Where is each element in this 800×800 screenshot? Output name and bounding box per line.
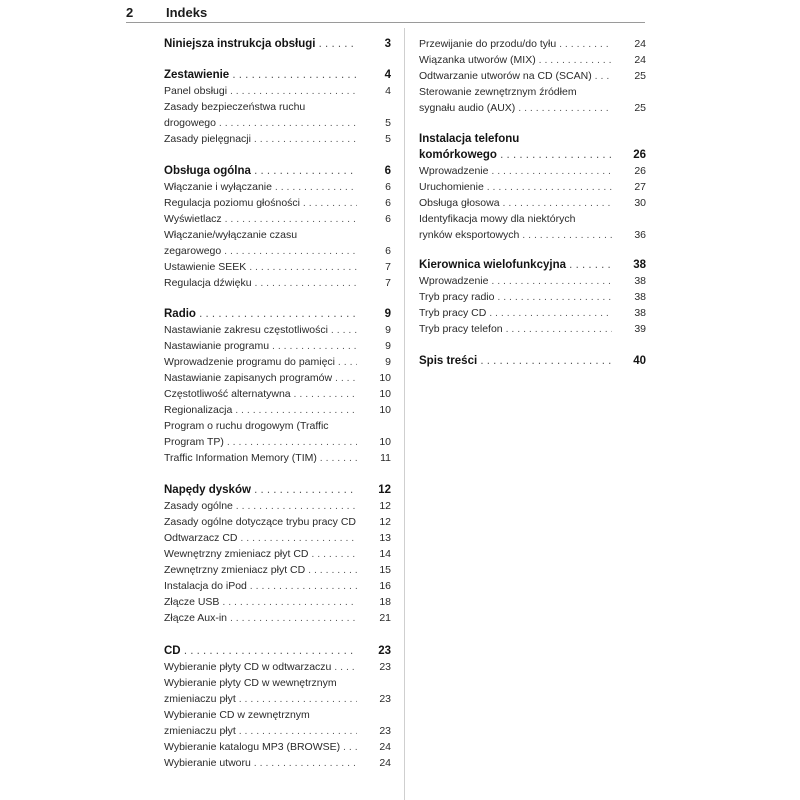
toc-entry-title <box>164 131 391 147</box>
toc-page-number: 11 <box>359 450 391 466</box>
toc-entry[interactable] <box>164 498 391 514</box>
toc-heading[interactable] <box>419 353 646 369</box>
toc-entry[interactable] <box>164 594 391 610</box>
toc-entry-line: Panel obsługi . . . <box>164 83 357 99</box>
toc-entry-title <box>419 211 646 243</box>
toc-entry-title <box>164 67 391 83</box>
toc-page-number: 24 <box>614 36 646 52</box>
toc-entry[interactable] <box>164 450 391 466</box>
toc-entry-title <box>164 659 391 675</box>
toc-page-number: 38 <box>614 289 646 305</box>
toc-entry[interactable] <box>419 84 646 116</box>
toc-page-number: 12 <box>359 482 391 498</box>
toc-entry[interactable] <box>164 578 391 594</box>
toc-entry-line: Radio . . . <box>164 306 357 322</box>
toc-entry[interactable] <box>164 418 391 450</box>
toc-entry-line: Traffic Information Memory (TIM) . . . <box>164 450 357 466</box>
toc-page-number: 24 <box>359 755 391 771</box>
page-title: Indeks <box>166 5 208 20</box>
toc-entry-line: Wprowadzenie programu do pamięci . . . <box>164 354 357 370</box>
toc-entry-line: Wprowadzenie . . . <box>419 163 612 179</box>
toc-entry-line: Wybieranie CD w zewnętrznym <box>164 709 310 721</box>
toc-page-number: 39 <box>614 321 646 337</box>
toc-entry[interactable] <box>164 275 391 291</box>
toc-entry[interactable] <box>164 675 391 707</box>
toc-entry[interactable] <box>164 562 391 578</box>
toc-entry-line: Wewnętrzny zmieniacz płyt CD . . . <box>164 546 357 562</box>
toc-page-number: 40 <box>614 353 646 369</box>
toc-entry-line: Uruchomienie . . . <box>419 179 612 195</box>
toc-entry-title <box>164 514 391 530</box>
toc-page-number: 15 <box>359 562 391 578</box>
toc-page-number: 9 <box>359 354 391 370</box>
toc-entry-line: Program o ruchu drogowym (Traffic <box>164 420 329 432</box>
column-divider <box>404 28 405 800</box>
toc-entry[interactable] <box>164 322 391 338</box>
toc-entry[interactable] <box>164 530 391 546</box>
toc-heading[interactable] <box>419 257 646 273</box>
toc-entry[interactable] <box>164 514 391 530</box>
toc-page-number: 16 <box>359 578 391 594</box>
toc-entry-title <box>164 259 391 275</box>
toc-page-number: 9 <box>359 306 391 322</box>
toc-page-number: 10 <box>359 386 391 402</box>
toc-entry[interactable] <box>164 195 391 211</box>
toc-page-number: 6 <box>359 179 391 195</box>
toc-page-number: 24 <box>614 52 646 68</box>
toc-entry-line: Regionalizacja . . . <box>164 402 357 418</box>
toc-entry[interactable] <box>164 755 391 771</box>
toc-heading[interactable] <box>164 67 391 83</box>
toc-entry-title <box>419 353 646 369</box>
toc-entry-title <box>419 52 646 68</box>
toc-entry-line: Przewijanie do przodu/do tyłu . . . <box>419 36 612 52</box>
toc-entry[interactable] <box>164 739 391 755</box>
toc-page-number: 12 <box>359 498 391 514</box>
toc-entry[interactable] <box>419 211 646 243</box>
toc-entry-line: zmieniaczu płyt . . . <box>164 723 357 739</box>
toc-page-number: 10 <box>359 434 391 450</box>
toc-entry-line: Tryb pracy radio . . . <box>419 289 612 305</box>
toc-entry-line: Częstotliwość alternatywna . . . <box>164 386 357 402</box>
toc-entry[interactable] <box>164 99 391 131</box>
toc-entry-line: Obsługa ogólna . . . <box>164 163 357 179</box>
toc-entry-line: Identyfikacja mowy dla niektórych <box>419 213 576 225</box>
toc-page-number: 26 <box>614 147 646 163</box>
toc-entry[interactable] <box>419 68 646 84</box>
toc-entry-line: zmieniaczu płyt . . . <box>164 691 357 707</box>
toc-entry-line: Wybieranie katalogu MP3 (BROWSE) . . . <box>164 739 357 755</box>
toc-entry-title <box>164 610 391 626</box>
toc-entry[interactable] <box>419 305 646 321</box>
toc-entry-title <box>164 179 391 195</box>
toc-entry-line: Zasady ogólne . . . <box>164 498 357 514</box>
toc-entry-line: Obsługa głosowa . . . <box>419 195 612 211</box>
toc-page-number: 7 <box>359 275 391 291</box>
toc-entry[interactable] <box>419 273 646 289</box>
toc-entry-line: Zasady ogólne dotyczące trybu pracy CD . . . <box>164 514 357 530</box>
toc-entry-title <box>419 321 646 337</box>
toc-page-number: 6 <box>359 195 391 211</box>
toc-entry-title <box>164 83 391 99</box>
toc-entry-title <box>419 131 646 163</box>
toc-entry[interactable] <box>419 36 646 52</box>
toc-entry-line: Odtwarzacz CD . . . <box>164 530 357 546</box>
toc-entry-line: Tryb pracy telefon . . . <box>419 321 612 337</box>
toc-entry-line: sygnału audio (AUX) . . . <box>419 100 612 116</box>
toc-entry-title <box>164 338 391 354</box>
toc-entry-title <box>164 546 391 562</box>
toc-entry[interactable] <box>164 83 391 99</box>
toc-page-number: 4 <box>359 83 391 99</box>
toc-entry[interactable] <box>419 179 646 195</box>
toc-entry-line: rynków eksportowych . . . <box>419 227 612 243</box>
toc-entry-line: zegarowego . . . <box>164 243 357 259</box>
toc-entry-line: Złącze USB . . . <box>164 594 357 610</box>
toc-entry-title <box>164 386 391 402</box>
toc-entry-title <box>419 305 646 321</box>
toc-entry-line: Włączanie/wyłączanie czasu <box>164 229 298 241</box>
toc-entry-line: Odtwarzanie utworów na CD (SCAN) . . . <box>419 68 612 84</box>
toc-entry-title <box>164 707 391 739</box>
toc-entry[interactable] <box>164 386 391 402</box>
toc-heading[interactable] <box>164 643 391 659</box>
toc-entry-title <box>419 163 646 179</box>
toc-page-number: 38 <box>614 257 646 273</box>
toc-entry-title <box>164 643 391 659</box>
toc-page-number: 24 <box>359 739 391 755</box>
toc-page-number: 13 <box>359 530 391 546</box>
toc-entry-title <box>164 675 391 707</box>
toc-entry[interactable] <box>164 610 391 626</box>
toc-heading[interactable] <box>164 163 391 179</box>
toc-entry[interactable] <box>164 354 391 370</box>
toc-entry-title <box>419 257 646 273</box>
toc-entry-title <box>164 450 391 466</box>
toc-entry[interactable] <box>164 707 391 739</box>
toc-heading[interactable] <box>419 131 646 163</box>
toc-page-number: 9 <box>359 338 391 354</box>
toc-page-number: 6 <box>359 163 391 179</box>
toc-heading[interactable] <box>164 36 391 52</box>
toc-heading[interactable] <box>164 482 391 498</box>
toc-page-number: 30 <box>614 195 646 211</box>
toc-entry-line: Zewnętrzny zmieniacz płyt CD . . . <box>164 562 357 578</box>
toc-page-number: 12 <box>359 514 391 530</box>
toc-entry-line: Sterowanie zewnętrznym źródłem <box>419 86 577 98</box>
toc-entry[interactable] <box>419 163 646 179</box>
toc-entry-line: Ustawienie SEEK . . . <box>164 259 357 275</box>
toc-entry-line: Instalacja do iPod . . . <box>164 578 357 594</box>
toc-page-number: 23 <box>359 659 391 675</box>
toc-entry-title <box>164 370 391 386</box>
toc-page-number: 5 <box>359 131 391 147</box>
toc-page-number: 27 <box>614 179 646 195</box>
toc-entry-title <box>164 36 391 52</box>
toc-heading[interactable] <box>164 306 391 322</box>
toc-page-number: 23 <box>359 723 391 739</box>
toc-page-number: 36 <box>614 227 646 243</box>
toc-entry-line: Regulacja poziomu głośności . . . <box>164 195 357 211</box>
toc-entry-line: Spis treści . . . <box>419 353 612 369</box>
toc-entry[interactable] <box>164 179 391 195</box>
toc-page-number: 21 <box>359 610 391 626</box>
toc-entry-line: Nastawianie programu . . . <box>164 338 357 354</box>
toc-entry-title <box>164 530 391 546</box>
toc-entry-line: Tryb pracy CD . . . <box>419 305 612 321</box>
toc-entry-line: Program TP) . . . <box>164 434 357 450</box>
toc-entry-line: Złącze Aux-in . . . <box>164 610 357 626</box>
toc-entry[interactable] <box>164 370 391 386</box>
toc-page-number: 26 <box>614 163 646 179</box>
toc-entry-title <box>164 402 391 418</box>
page-number: 2 <box>126 5 134 20</box>
toc-entry-line: Wybieranie płyty CD w odtwarzaczu . . . <box>164 659 357 675</box>
toc-entry-line: Regulacja dźwięku . . . <box>164 275 357 291</box>
toc-entry-title <box>164 482 391 498</box>
toc-page-number: 23 <box>359 691 391 707</box>
toc-page-number: 9 <box>359 322 391 338</box>
toc-entry-title <box>164 755 391 771</box>
toc-entry-title <box>164 578 391 594</box>
toc-entry[interactable] <box>164 546 391 562</box>
toc-entry-title <box>164 562 391 578</box>
toc-entry[interactable] <box>419 321 646 337</box>
toc-entry[interactable] <box>164 402 391 418</box>
toc-page-number: 25 <box>614 100 646 116</box>
toc-page-number: 7 <box>359 259 391 275</box>
toc-entry-title <box>419 195 646 211</box>
toc-entry[interactable] <box>164 338 391 354</box>
toc-entry-line: Instalacja telefonu <box>419 133 520 145</box>
toc-entry-line: Napędy dysków . . . <box>164 482 357 498</box>
toc-entry-line: komórkowego . . . <box>419 147 612 163</box>
toc-entry-title <box>419 273 646 289</box>
toc-entry-title <box>164 195 391 211</box>
toc-entry-title <box>164 594 391 610</box>
toc-page-number: 6 <box>359 243 391 259</box>
toc-entry-line: Wybieranie płyty CD w wewnętrznym <box>164 677 337 689</box>
toc-entry-line: CD . . . <box>164 643 357 659</box>
toc-page-number: 25 <box>614 68 646 84</box>
toc-right-column <box>419 0 646 800</box>
toc-entry-line: Niniejsza instrukcja obsługi . . . <box>164 36 357 52</box>
toc-page-number: 10 <box>359 402 391 418</box>
toc-entry-line: Włączanie i wyłączanie . . . <box>164 179 357 195</box>
toc-entry-title <box>419 289 646 305</box>
toc-entry-title <box>164 227 391 259</box>
toc-entry-line: Wiązanka utworów (MIX) . . . <box>419 52 612 68</box>
toc-entry[interactable] <box>164 211 391 227</box>
toc-left-column <box>164 0 391 800</box>
toc-entry[interactable] <box>164 227 391 259</box>
toc-entry-title <box>419 36 646 52</box>
toc-entry-title <box>164 354 391 370</box>
toc-entry[interactable] <box>419 195 646 211</box>
toc-entry-title <box>164 211 391 227</box>
toc-entry-title <box>164 418 391 450</box>
toc-page-number: 4 <box>359 67 391 83</box>
toc-entry-title <box>164 99 391 131</box>
toc-page-number: 10 <box>359 370 391 386</box>
toc-page-number: 6 <box>359 211 391 227</box>
toc-page-number: 5 <box>359 115 391 131</box>
toc-entry-title <box>419 68 646 84</box>
toc-entry[interactable] <box>164 131 391 147</box>
toc-entry-line: drogowego . . . <box>164 115 357 131</box>
toc-entry-title <box>164 275 391 291</box>
toc-page-number: 23 <box>359 643 391 659</box>
toc-entry-title <box>419 179 646 195</box>
toc-entry-line: Zestawienie . . . <box>164 67 357 83</box>
toc-entry-line: Nastawianie zakresu częstotliwości . . . <box>164 322 357 338</box>
toc-entry-line: Zasady bezpieczeństwa ruchu <box>164 101 306 113</box>
toc-entry-title <box>164 163 391 179</box>
toc-entry[interactable] <box>419 52 646 68</box>
toc-page-number: 14 <box>359 546 391 562</box>
toc-entry-title <box>164 306 391 322</box>
toc-entry-title <box>419 84 646 116</box>
toc-entry-title <box>164 498 391 514</box>
toc-entry-title <box>164 739 391 755</box>
toc-entry-line: Wyświetlacz . . . <box>164 211 357 227</box>
toc-entry[interactable] <box>164 659 391 675</box>
toc-page-number: 38 <box>614 305 646 321</box>
toc-page-number: 38 <box>614 273 646 289</box>
toc-entry-title <box>164 322 391 338</box>
toc-entry-line: Zasady pielęgnacji . . . <box>164 131 357 147</box>
toc-entry-line: Kierownica wielofunkcyjna . . . <box>419 257 612 273</box>
toc-page-number: 18 <box>359 594 391 610</box>
toc-entry-line: Wybieranie utworu . . . <box>164 755 357 771</box>
toc-entry-line: Nastawianie zapisanych programów . . . <box>164 370 357 386</box>
toc-entry-line: Wprowadzenie . . . <box>419 273 612 289</box>
toc-entry[interactable] <box>419 289 646 305</box>
toc-page-number: 3 <box>359 36 391 52</box>
toc-entry[interactable] <box>164 259 391 275</box>
